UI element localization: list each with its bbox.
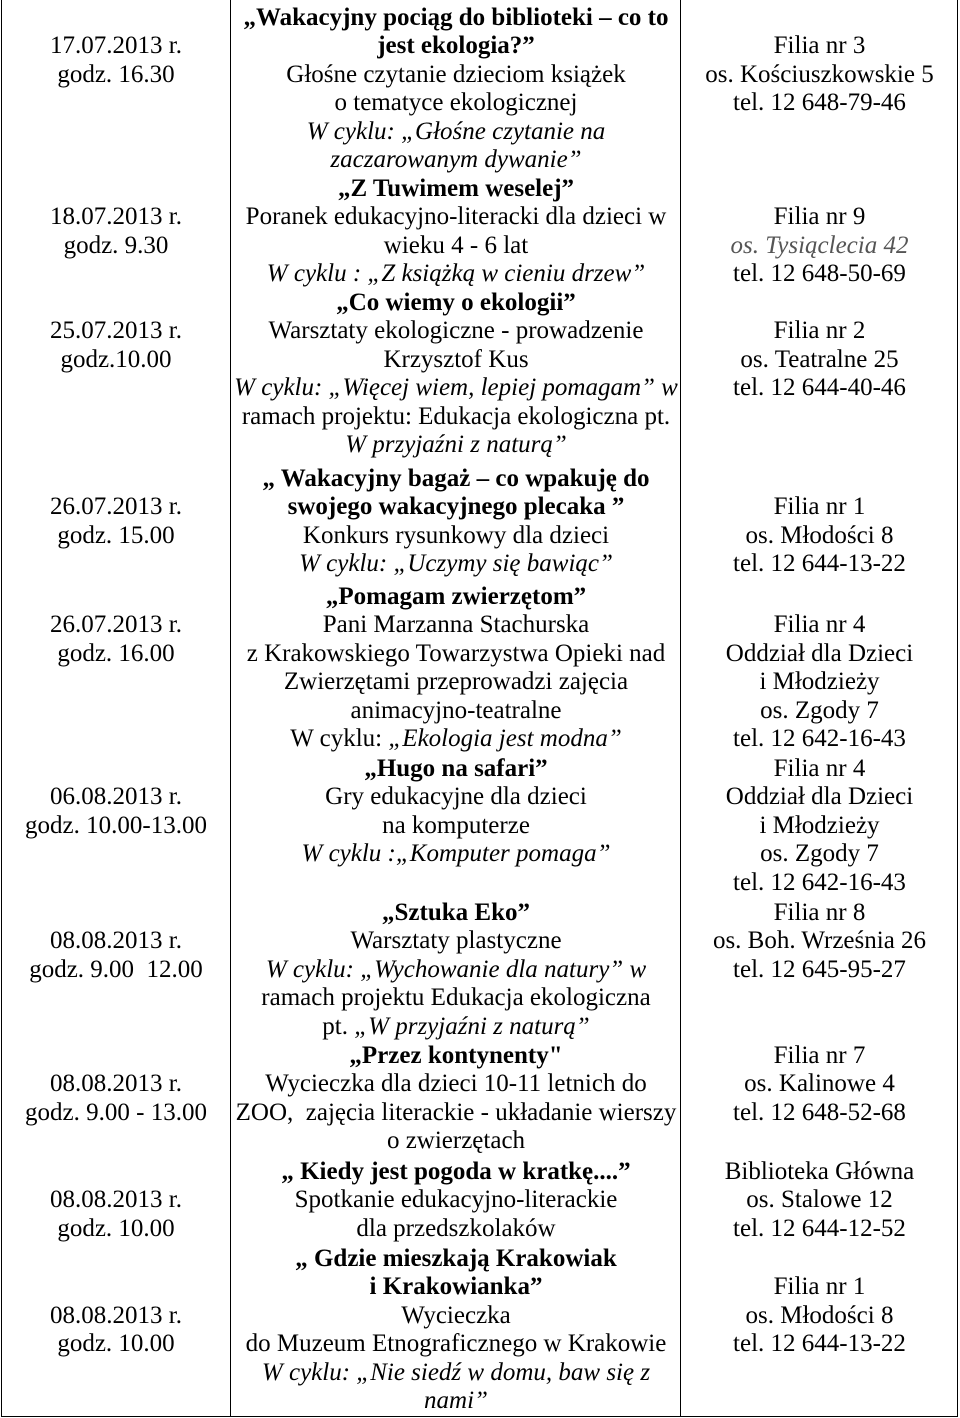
event-project-name: W przyjaźni z naturą” xyxy=(345,430,567,458)
event-time: godz.10.00 xyxy=(60,345,172,373)
event-row xyxy=(0,755,960,897)
event-project-line xyxy=(232,1013,680,1041)
branch-name: Filia nr 8 xyxy=(773,899,866,926)
branch-address: os. Młodości 8 xyxy=(745,521,894,549)
date-cell xyxy=(2,1070,230,1127)
event-description: Krzysztof Kus xyxy=(383,345,529,373)
event-time: godz. 10.00-13.00 xyxy=(25,811,207,839)
event-description: Głośne czytanie dzieciom książek xyxy=(286,60,626,88)
event-series-name: „Ekologia jest modna” xyxy=(388,724,622,752)
date-cell xyxy=(2,611,230,668)
branch-name: Filia nr 1 xyxy=(773,1273,866,1301)
event-date: 06.08.2013 r. xyxy=(50,783,182,811)
event-cell xyxy=(232,4,680,174)
event-title: „Hugo na safari” xyxy=(364,755,548,782)
event-row xyxy=(0,1042,960,1156)
branch-department: Oddział dla Dzieci xyxy=(725,639,914,667)
event-title: „ Wakacyjny bagaż – co wpakuję do xyxy=(262,465,650,492)
branch-department: Oddział dla Dzieci xyxy=(725,783,914,811)
event-title: i Krakowianka” xyxy=(369,1273,543,1301)
event-time: godz. 15.00 xyxy=(57,521,175,549)
event-cell xyxy=(232,1158,680,1243)
branch-address: os. Kościuszkowskie 5 xyxy=(705,60,934,88)
branch-name: Filia nr 4 xyxy=(773,611,866,639)
event-series: zaczarowanym dywanie” xyxy=(330,145,582,173)
location-cell xyxy=(682,611,957,753)
event-series: W cyklu: „Uczymy się bawiąc” xyxy=(299,550,613,578)
event-description: na komputerze xyxy=(382,811,530,839)
location-cell xyxy=(682,1158,957,1243)
event-title: swojego wakacyjnego plecaka ” xyxy=(287,493,625,521)
table-border-bottom xyxy=(1,1416,958,1417)
location-cell xyxy=(682,899,957,984)
date-cell xyxy=(2,783,230,840)
event-cell xyxy=(232,289,680,459)
branch-phone: tel. 12 648-50-69 xyxy=(733,260,906,288)
branch-address: os. Tysiąclecia 42 xyxy=(730,231,909,259)
location-cell xyxy=(682,755,957,897)
event-description: Konkurs rysunkowy dla dzieci xyxy=(302,521,610,549)
event-cell xyxy=(232,583,680,753)
event-row xyxy=(0,289,960,460)
branch-address: os. Młodości 8 xyxy=(745,1301,894,1329)
branch-phone: tel. 12 648-52-68 xyxy=(733,1098,906,1126)
branch-department: i Młodzieży xyxy=(759,811,880,839)
event-description: do Muzeum Etnograficznego w Krakowie xyxy=(245,1330,667,1358)
event-description: dla przedszkolaków xyxy=(356,1214,556,1242)
event-time: godz. 16.30 xyxy=(57,60,175,88)
event-row xyxy=(0,1245,960,1416)
event-description: o tematyce ekologicznej xyxy=(334,89,578,117)
event-description: ZOO, zajęcia literackie - układanie wierszy xyxy=(235,1098,677,1126)
event-description: o zwierzętach xyxy=(386,1127,526,1155)
location-cell xyxy=(682,493,957,578)
event-cell xyxy=(232,899,680,1041)
event-description: wieku 4 - 6 lat xyxy=(383,231,529,259)
event-title: „Sztuka Eko” xyxy=(382,899,530,926)
event-cell xyxy=(232,755,680,869)
branch-address: os. Zgody 7 xyxy=(760,840,879,868)
event-series: W cyklu: „Więcej wiem, lepiej pomagam” w xyxy=(234,374,678,402)
branch-address: os. Zgody 7 xyxy=(760,696,879,724)
date-cell xyxy=(2,1302,230,1359)
branch-name: Filia nr 1 xyxy=(773,493,866,521)
event-description: Wycieczka xyxy=(401,1301,511,1329)
date-cell xyxy=(2,493,230,550)
event-time: godz. 9.00 12.00 xyxy=(29,955,203,983)
event-description: Pani Marzanna Stachurska xyxy=(322,611,590,639)
event-time: godz. 10.00 xyxy=(57,1330,175,1358)
event-date: 08.08.2013 r. xyxy=(50,1186,182,1214)
event-date: 25.07.2013 r. xyxy=(50,317,182,345)
branch-name: Biblioteka Główna xyxy=(724,1158,915,1185)
event-series: W cyklu : „Z książką w cieniu drzew” xyxy=(266,260,646,288)
event-title: „Wakacyjny pociąg do biblioteki – co to xyxy=(243,4,669,31)
event-cell xyxy=(232,1042,680,1156)
event-date: 26.07.2013 r. xyxy=(50,493,182,521)
event-date: 08.08.2013 r. xyxy=(50,1301,182,1329)
event-title: „Z Tuwimem weselej” xyxy=(337,175,575,202)
event-row xyxy=(0,1158,960,1244)
branch-phone: tel. 12 648-79-46 xyxy=(733,89,906,117)
branch-address: os. Stalowe 12 xyxy=(746,1186,893,1214)
event-series: W cyklu: „Głośne czytanie na xyxy=(306,117,606,145)
event-series: W cyklu: „Nie siedź w domu, baw się z xyxy=(261,1358,651,1386)
event-cell xyxy=(232,175,680,289)
event-project-name: „W przyjaźni z naturą” xyxy=(354,1012,590,1040)
branch-name: Filia nr 2 xyxy=(773,317,866,345)
branch-address: os. Teatralne 25 xyxy=(740,345,899,373)
event-row xyxy=(0,175,960,289)
date-cell xyxy=(2,203,230,260)
event-date: 08.08.2013 r. xyxy=(50,1070,182,1098)
branch-phone: tel. 12 644-12-52 xyxy=(733,1214,906,1242)
event-title: „ Kiedy jest pogoda w kratkę....” xyxy=(281,1158,631,1185)
location-cell xyxy=(682,1273,957,1358)
event-project-prefix: pt. xyxy=(322,1012,355,1040)
branch-name: Filia nr 9 xyxy=(773,203,866,231)
event-description: animacyjno-teatralne xyxy=(350,696,562,724)
location-cell xyxy=(682,203,957,288)
event-description: Gry edukacyjne dla dzieci xyxy=(325,783,587,811)
date-cell xyxy=(2,317,230,374)
branch-name: Filia nr 7 xyxy=(773,1042,866,1069)
event-time: godz. 10.00 xyxy=(57,1214,175,1242)
location-cell xyxy=(682,32,957,117)
event-description: Spotkanie edukacyjno-literackie xyxy=(294,1186,618,1214)
branch-address: os. Boh. Września 26 xyxy=(712,927,927,955)
event-project: ramach projektu Edukacja ekologiczna xyxy=(261,984,651,1012)
event-date: 26.07.2013 r. xyxy=(50,611,182,639)
date-cell xyxy=(2,32,230,89)
event-series: nami” xyxy=(424,1386,488,1414)
event-series-prefix: W cyklu: xyxy=(290,724,389,752)
branch-phone: tel. 12 644-13-22 xyxy=(733,550,906,578)
event-description: Warsztaty plastyczne xyxy=(350,927,562,955)
branch-phone: tel. 12 644-13-22 xyxy=(733,1330,906,1358)
branch-name: Filia nr 4 xyxy=(773,755,866,782)
event-row xyxy=(0,465,960,579)
branch-name: Filia nr 3 xyxy=(773,32,866,60)
location-cell xyxy=(682,1042,957,1127)
date-cell xyxy=(2,927,230,984)
event-description: Poranek edukacyjno-literacki dla dzieci w xyxy=(245,203,667,231)
event-row xyxy=(0,583,960,754)
event-time: godz. 9.00 - 13.00 xyxy=(25,1098,207,1126)
event-time: godz. 9.30 xyxy=(63,231,169,259)
date-cell xyxy=(2,1186,230,1243)
event-cell xyxy=(232,465,680,579)
event-description: Warsztaty ekologiczne - prowadzenie xyxy=(268,317,644,345)
event-title: „Pomagam zwierzętom” xyxy=(325,583,587,610)
event-title: „ Gdzie mieszkają Krakowiak xyxy=(295,1245,617,1272)
event-row xyxy=(0,899,960,1041)
branch-department: i Młodzieży xyxy=(759,668,880,696)
location-cell xyxy=(682,317,957,402)
event-date: 18.07.2013 r. xyxy=(50,203,182,231)
event-title: „Przez kontynenty" xyxy=(349,1042,563,1069)
branch-phone: tel. 12 645-95-27 xyxy=(733,955,906,983)
event-row xyxy=(0,4,960,175)
event-description: Zwierzętami przeprowadzi zajęcia xyxy=(283,668,629,696)
event-date: 08.08.2013 r. xyxy=(50,927,182,955)
branch-address: os. Kalinowe 4 xyxy=(744,1070,895,1098)
event-series-line xyxy=(232,725,680,753)
event-title: „Co wiemy o ekologii” xyxy=(336,289,576,316)
event-series: W cyklu :„Komputer pomaga” xyxy=(301,840,611,868)
event-description: z Krakowskiego Towarzystwa Opieki nad xyxy=(246,639,666,667)
event-cell xyxy=(232,1245,680,1415)
event-time: godz. 16.00 xyxy=(57,639,175,667)
branch-phone: tel. 12 642-16-43 xyxy=(733,724,906,752)
event-description: Wycieczka dla dzieci 10-11 letnich do xyxy=(265,1070,647,1098)
branch-phone: tel. 12 642-16-43 xyxy=(733,868,906,896)
event-project: ramach projektu: Edukacja ekologiczna pt. xyxy=(241,402,671,430)
event-series: W cyklu: „Wychowanie dla natury” w xyxy=(265,955,647,983)
event-date: 17.07.2013 r. xyxy=(50,32,182,60)
event-title: jest ekologia?” xyxy=(377,32,535,60)
branch-phone: tel. 12 644-40-46 xyxy=(733,374,906,402)
